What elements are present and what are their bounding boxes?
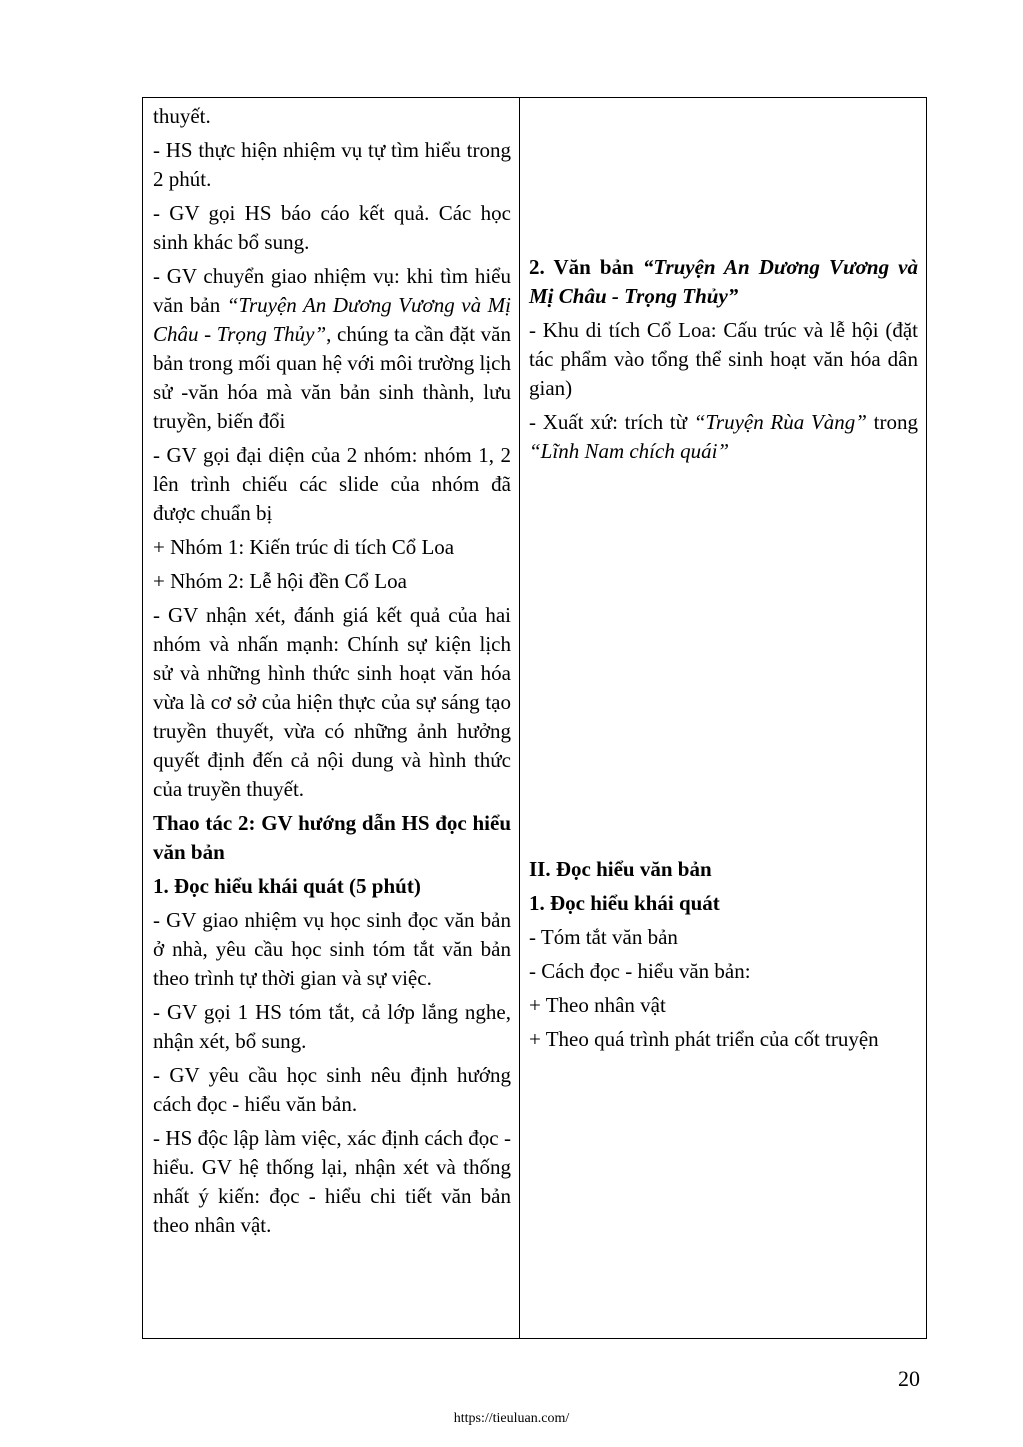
left-paragraph-6: + Nhóm 1: Kiến trúc di tích Cổ Loa	[153, 535, 455, 559]
left-paragraph-4-text-b: , chúng ta cần đặt văn bản trong mối quan hệ với môi trường lịch sử -văn hóa mà văn bản sinh thành, lưu truyền, biến đổi	[153, 322, 512, 433]
right-heading-title: “Truyện An Dương Vương và Mị Châu - Trọng Thủy”	[529, 255, 918, 308]
lesson-table	[142, 97, 927, 1339]
left-paragraph-4-text-a: - GV chuyển giao nhiệm vụ: khi tìm hiểu văn bản	[153, 264, 511, 317]
left-paragraph-1: thuyết.	[153, 104, 211, 128]
left-paragraph-4-title: “Truyện An Dương Vương và Mị Châu - Trọng Thủy”	[153, 293, 511, 346]
activities-column	[143, 98, 520, 1338]
left-paragraph-10: - GV gọi 1 HS tóm tắt, cả lớp lắng nghe, nhận xét, bổ sung.	[153, 1000, 511, 1053]
content-column	[520, 98, 926, 1338]
left-paragraph-12: - HS độc lập làm việc, xác định cách đọc - hiểu. GV hệ thống lại, nhận xét và thống nhất ý kiến: đọc - hiểu chi tiết văn bản theo nhân vật.	[153, 1126, 511, 1237]
right-heading-overview: 1. Đọc hiểu khái quát	[529, 891, 720, 915]
left-paragraph-7: + Nhóm 2: Lễ hội đền Cổ Loa	[153, 569, 407, 593]
right-paragraph-2-b: trong	[866, 410, 918, 434]
left-heading-overview: 1. Đọc hiểu khái quát (5 phút)	[153, 874, 421, 898]
left-paragraph-8: - GV nhận xét, đánh giá kết quả của hai nhóm và nhấn mạnh: Chính sự kiện lịch sử và những hình thức sinh hoạt văn hóa vừa là cơ sở của hiện thực của sự sáng tạo truyền thuyết, vừa có những ảnh hưởng quyết định đến cả nội dung và hình thức của truyền thuyết.	[153, 603, 511, 801]
left-heading-task-2: Thao tác 2: GV hướng dẫn HS đọc hiểu văn bản	[153, 811, 511, 864]
right-heading-text	[529, 253, 918, 311]
left-paragraph-2: - HS thực hiện nhiệm vụ tự tìm hiểu trong 2 phút.	[153, 138, 511, 191]
page-number: 20	[898, 1366, 920, 1391]
right-paragraph-3: - Tóm tắt văn bản	[529, 925, 678, 949]
left-paragraph-11: - GV yêu cầu học sinh nêu định hướng cách đọc - hiểu văn bản.	[153, 1063, 511, 1116]
left-paragraph-3: - GV gọi HS báo cáo kết quả. Các học sinh khác bổ sung.	[153, 201, 511, 254]
footer-url[interactable]: https://tieuluan.com/	[453, 1411, 570, 1426]
right-paragraph-6: + Theo quá trình phát triển của cốt truyện	[529, 1027, 879, 1051]
right-paragraph-2	[529, 408, 918, 466]
left-paragraph-5: - GV gọi đại diện của 2 nhóm: nhóm 1, 2 lên trình chiếu các slide của nhóm đã được chuẩn bị	[153, 443, 511, 525]
right-heading-text-a: 2. Văn bản	[529, 255, 643, 279]
right-paragraph-2-a: - Xuất xứ: trích từ	[529, 410, 694, 434]
left-paragraph-9: - GV giao nhiệm vụ học sinh đọc văn bản ở nhà, yêu cầu học sinh tóm tắt văn bản theo trình tự thời gian và sự việc.	[153, 908, 511, 990]
right-heading-section-2: II. Đọc hiểu văn bản	[529, 857, 712, 881]
right-paragraph-1: - Khu di tích Cổ Loa: Cấu trúc và lễ hội (đặt tác phẩm vào tổng thể sinh hoạt văn hóa dân gian)	[529, 318, 918, 400]
right-paragraph-2-title-2: “Lĩnh Nam chích quái”	[529, 439, 730, 463]
left-paragraph-4	[153, 262, 511, 436]
right-paragraph-5: + Theo nhân vật	[529, 993, 666, 1017]
right-paragraph-2-title-1: “Truyện Rùa Vàng”	[693, 410, 867, 434]
right-paragraph-4: - Cách đọc - hiểu văn bản:	[529, 959, 751, 983]
